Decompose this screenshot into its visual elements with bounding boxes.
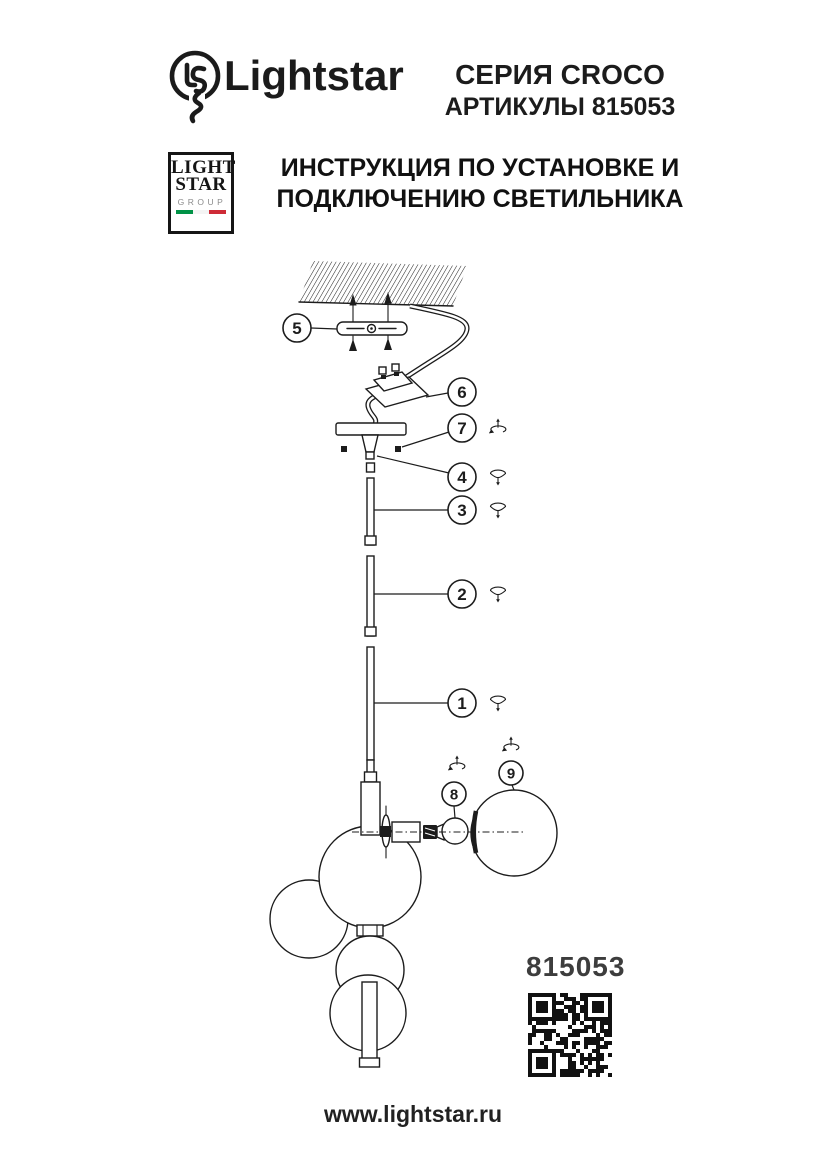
callout-6-label: 6 — [457, 383, 467, 402]
screw-icon — [491, 587, 506, 602]
articles-title: АРТИКУЛЫ 815053 — [444, 92, 676, 121]
website-url: www.lightstar.ru — [323, 1101, 503, 1127]
ceiling-surface — [299, 261, 467, 306]
glass-sphere-cluster — [270, 826, 421, 1067]
rotate-icon — [502, 737, 519, 752]
screw-icon — [491, 503, 506, 518]
callout-2 — [374, 580, 506, 608]
brand-wordmark: Lightstar — [224, 52, 404, 99]
callout-5-label: 5 — [292, 319, 302, 338]
suspension-rod-sections — [365, 463, 376, 760]
callout-9-label: 9 — [506, 765, 516, 783]
callout-3 — [374, 496, 506, 524]
callout-5 — [283, 314, 337, 342]
glass-shade — [471, 790, 557, 876]
callout-9 — [499, 737, 523, 791]
mounting-bracket — [337, 322, 407, 335]
screw-icon — [491, 470, 506, 485]
screw-icon — [491, 696, 506, 711]
callout-7-label: 7 — [457, 419, 467, 438]
callout-8-label: 8 — [449, 786, 459, 804]
group-logo-line1: LIGHT — [171, 157, 236, 178]
rotate-icon — [448, 756, 465, 771]
instruction-title-line2: ПОДКЛЮЧЕНИЮ СВЕТИЛЬНИКА — [276, 184, 684, 213]
callout-3-label: 3 — [457, 501, 467, 520]
callout-4 — [377, 456, 506, 491]
callout-4-label: 4 — [457, 468, 467, 487]
qr-code — [528, 993, 612, 1077]
rotate-icon — [489, 419, 506, 434]
callout-6 — [426, 378, 476, 406]
callout-2-label: 2 — [457, 585, 467, 604]
ceiling-canopy — [336, 423, 406, 459]
lamp-bulb — [442, 818, 468, 844]
callout-1-label: 1 — [457, 694, 467, 713]
group-logo-line3: GROUP — [177, 196, 227, 207]
article-number: 815053 — [526, 951, 626, 982]
group-logo-line2: STAR — [175, 174, 227, 196]
callout-1 — [374, 689, 506, 717]
instruction-title-line1: ИНСТРУКЦИЯ ПО УСТАНОВКЕ И — [280, 154, 680, 182]
series-title: СЕРИЯ CROCO — [455, 59, 665, 90]
callout-8 — [442, 756, 466, 819]
callout-7 — [402, 414, 506, 447]
